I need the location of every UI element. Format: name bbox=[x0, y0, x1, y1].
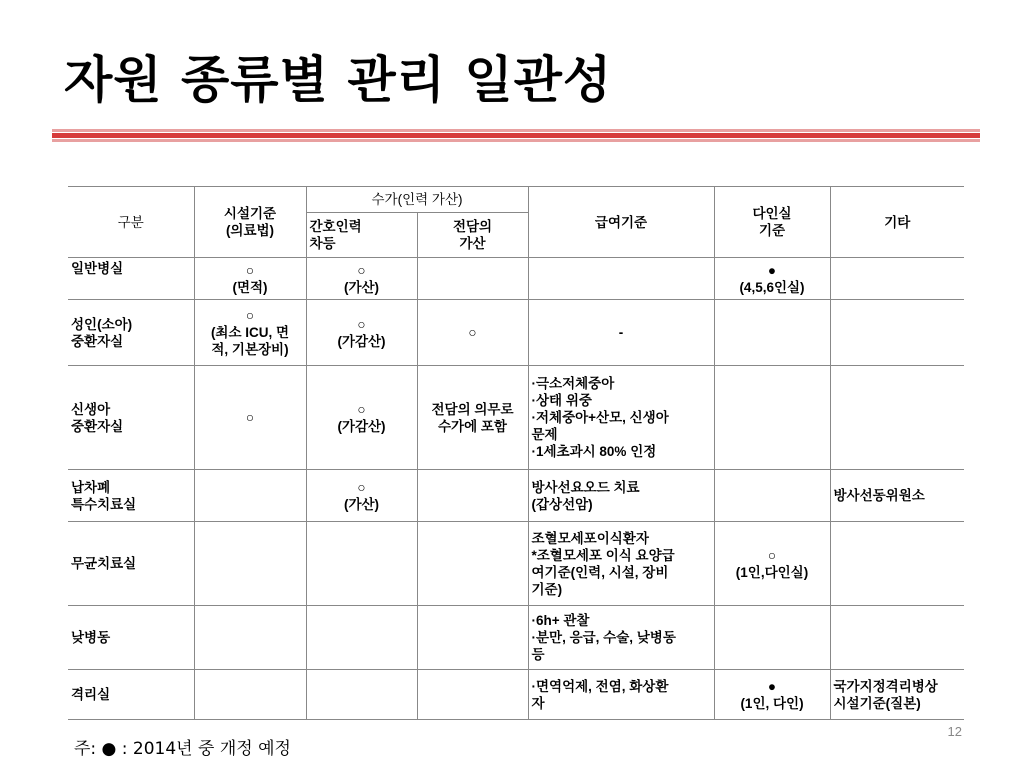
title-rule-main bbox=[52, 133, 980, 138]
title-rule-bottom bbox=[52, 139, 980, 142]
row-dedicated bbox=[417, 258, 528, 300]
row-category: 일반병실 bbox=[68, 258, 194, 300]
row-other bbox=[830, 522, 964, 606]
header-other: 기타 bbox=[830, 187, 964, 258]
page-number: 12 bbox=[947, 724, 962, 739]
row-multi-room bbox=[714, 300, 830, 366]
row-benefit: ·극소저체중아 ·상태 위중 ·저체중아+산모, 신생아 문제 ·1세초과시 80% 인정 bbox=[528, 366, 714, 470]
row-dedicated bbox=[417, 606, 528, 670]
table-row bbox=[68, 522, 964, 606]
row-multi-room bbox=[714, 470, 830, 522]
table-row bbox=[68, 258, 964, 300]
row-multi-room bbox=[714, 606, 830, 670]
row-category: 격리실 bbox=[68, 670, 194, 720]
row-other bbox=[830, 366, 964, 470]
header-dedicated: 전담의 가산 bbox=[417, 213, 528, 258]
title-rule-top bbox=[52, 129, 980, 132]
row-benefit: ·6h+ 관찰 ·분만, 응급, 수술, 낮병동 등 bbox=[528, 606, 714, 670]
row-dedicated bbox=[417, 670, 528, 720]
row-nurse bbox=[306, 522, 417, 606]
table-row bbox=[68, 300, 964, 366]
row-category: 신생아 중환자실 bbox=[68, 366, 194, 470]
row-facility: ○ (최소 ICU, 면 적, 기본장비) bbox=[194, 300, 306, 366]
row-multi-room: ○ (1인,다인실) bbox=[714, 522, 830, 606]
row-multi-room: ● (1인, 다인) bbox=[714, 670, 830, 720]
row-multi-room: ● (4,5,6인실) bbox=[714, 258, 830, 300]
row-facility: ○ bbox=[194, 366, 306, 470]
row-nurse bbox=[306, 670, 417, 720]
table-row bbox=[68, 470, 964, 522]
row-category: 성인(소아) 중환자실 bbox=[68, 300, 194, 366]
row-nurse: ○ (가산) bbox=[306, 470, 417, 522]
row-benefit: ·면역억제, 전염, 화상환 자 bbox=[528, 670, 714, 720]
row-other bbox=[830, 606, 964, 670]
table-row bbox=[68, 670, 964, 720]
row-dedicated: ○ bbox=[417, 300, 528, 366]
table-row bbox=[68, 606, 964, 670]
row-other bbox=[830, 300, 964, 366]
row-nurse bbox=[306, 606, 417, 670]
row-benefit: 조혈모세포이식환자 *조혈모세포 이식 요양급 여기준(인력, 시설, 장비 기준) bbox=[528, 522, 714, 606]
row-facility bbox=[194, 522, 306, 606]
row-facility bbox=[194, 470, 306, 522]
row-benefit: 방사선요오드 치료 (갑상선암) bbox=[528, 470, 714, 522]
row-facility bbox=[194, 606, 306, 670]
header-benefit: 급여기준 bbox=[528, 187, 714, 258]
row-dedicated: 전담의 의무로 수가에 포함 bbox=[417, 366, 528, 470]
table-row bbox=[68, 366, 964, 470]
row-nurse: ○ (가감산) bbox=[306, 300, 417, 366]
header-multi-room: 다인실 기준 bbox=[714, 187, 830, 258]
footnote: 주: ● : 2014년 중 개정 예정 bbox=[74, 739, 291, 759]
row-category: 낮병동 bbox=[68, 606, 194, 670]
row-other: 국가지정격리병상 시설기준(질본) bbox=[830, 670, 964, 720]
row-other: 방사선동위원소 bbox=[830, 470, 964, 522]
row-dedicated bbox=[417, 522, 528, 606]
header-category: 구분 bbox=[68, 187, 194, 258]
row-category: 납차폐 특수치료실 bbox=[68, 470, 194, 522]
header-facility: 시설기준 (의료법) bbox=[194, 187, 306, 258]
header-nurse: 간호인력 차등 bbox=[306, 213, 417, 258]
row-multi-room bbox=[714, 366, 830, 470]
row-facility: ○ (면적) bbox=[194, 258, 306, 300]
row-benefit: - bbox=[528, 300, 714, 366]
header-fee-group: 수가(인력 가산) bbox=[306, 187, 528, 213]
row-category: 무균치료실 bbox=[68, 522, 194, 606]
row-dedicated bbox=[417, 470, 528, 522]
resource-table bbox=[68, 186, 964, 720]
row-other bbox=[830, 258, 964, 300]
row-nurse: ○ (가감산) bbox=[306, 366, 417, 470]
row-facility bbox=[194, 670, 306, 720]
row-nurse: ○ (가산) bbox=[306, 258, 417, 300]
row-benefit bbox=[528, 258, 714, 300]
slide-title: 자원 종류별 관리 일관성 bbox=[64, 51, 613, 109]
